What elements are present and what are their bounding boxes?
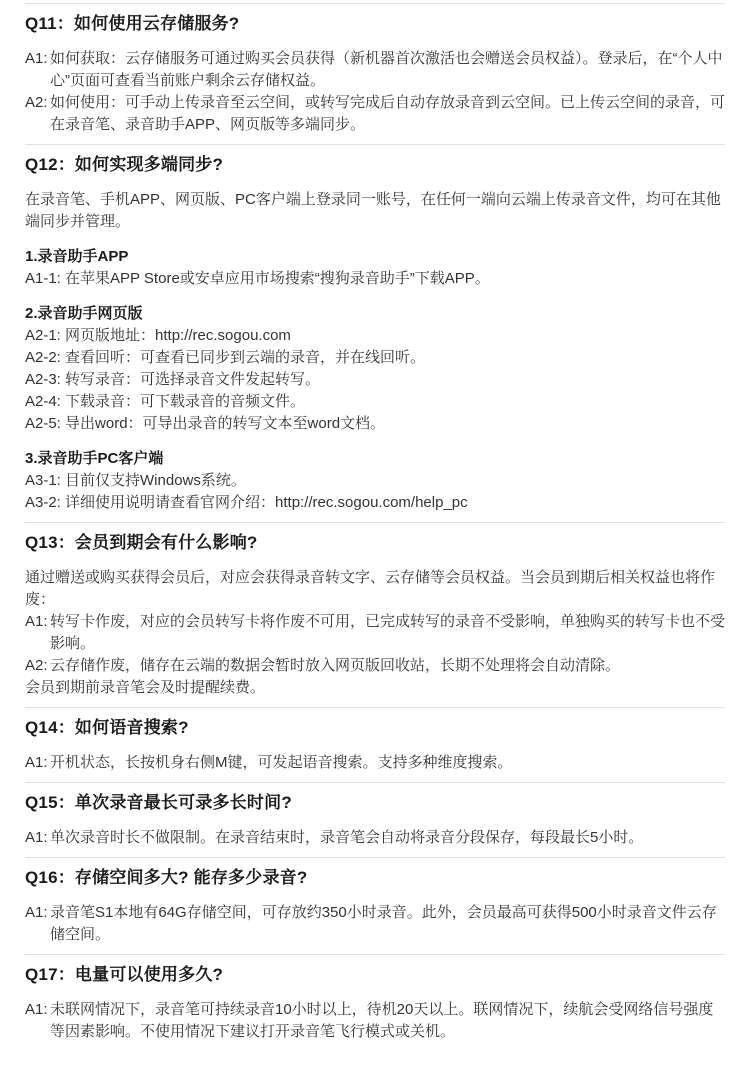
- answer-row: [25, 752, 725, 774]
- answer-text: 录音笔S1本地有64G存储空间，可存放约350小时录音。此外，会员最高可获得500小时录音文件云存储空间。: [50, 904, 717, 943]
- answer-text: 如何获取：云存储服务可通过购买会员获得（新机器首次激活也会赠送会员权益）。登录后，在“个人中心”页面可查看当前账户剩余云存储权益。: [50, 50, 723, 89]
- faq-section-q17: [25, 954, 725, 1051]
- answer-row: [25, 48, 725, 92]
- answer-row: [25, 92, 725, 136]
- subsection-line: A3-2: 详细使用说明请查看官网介绍：http://rec.sogou.com/help_pc: [25, 494, 468, 511]
- answer-text: 转写卡作废，对应的会员转写卡将作废不可用，已完成转写的录音不受影响，单独购买的转写卡也不受影响。: [50, 613, 726, 652]
- intro-paragraph: 通过赠送或购买获得会员后，对应会获得录音转文字、云存储等会员权益。当会员到期后相关权益也将作废：: [25, 569, 716, 608]
- answer-label: A2:: [25, 657, 48, 674]
- faq-section-q16: [25, 857, 725, 954]
- note-line: 会员到期前录音笔会及时提醒续费。: [25, 679, 266, 696]
- answer-label: A2:: [25, 94, 48, 111]
- subsection-line: A2-3: 转写录音：可选择录音文件发起转写。: [25, 371, 321, 388]
- subsection-line: A2-5: 导出word：可导出录音的转写文本至word文档。: [25, 415, 386, 432]
- subsection-title: 3.录音助手PC客户端: [25, 450, 164, 467]
- question-heading: Q13：会员到期会有什么影响?: [25, 533, 258, 552]
- subsection-app: [25, 246, 725, 290]
- answer-label: A1:: [25, 1001, 48, 1018]
- subsection-pc: [25, 448, 725, 514]
- answer-text: 云存储作废，储存在云端的数据会暂时放入网页版回收站，长期不处理将会自动清除。: [50, 657, 621, 674]
- subsection-line: A2-4: 下载录音：可下载录音的音频文件。: [25, 393, 306, 410]
- answer-row: [25, 827, 725, 849]
- question-heading: Q11：如何使用云存储服务?: [25, 14, 240, 33]
- question-heading: Q12：如何实现多端同步?: [25, 155, 224, 174]
- faq-section-q15: [25, 782, 725, 857]
- answer-row: [25, 902, 725, 946]
- question-heading: Q17：电量可以使用多久?: [25, 965, 224, 984]
- subsection-title: 1.录音助手APP: [25, 248, 129, 265]
- answer-text: 开机状态，长按机身右侧M键，可发起语音搜索。支持多种维度搜索。: [50, 754, 513, 771]
- faq-section-q13: [25, 522, 725, 707]
- answer-text: 如何使用：可手动上传录音至云空间，或转写完成后自动存放录音到云空间。已上传云空间的录音，可在录音笔、录音助手APP、网页版等多端同步。: [50, 94, 726, 133]
- question-heading: Q15：单次录音最长可录多长时间?: [25, 793, 292, 812]
- question-heading: Q16：存储空间多大? 能存多少录音?: [25, 868, 308, 887]
- subsection-line: A2-1: 网页版地址：http://rec.sogou.com: [25, 327, 291, 344]
- subsection-line: A1-1: 在苹果APP Store或安卓应用市场搜索“搜狗录音助手”下载APP。: [25, 270, 490, 287]
- answer-label: A1:: [25, 50, 48, 67]
- answer-label: A1:: [25, 754, 48, 771]
- subsection-line: A2-2: 查看回听：可查看已同步到云端的录音，并在线回听。: [25, 349, 426, 366]
- answer-text: 单次录音时长不做限制。在录音结束时，录音笔会自动将录音分段保存，每段最长5小时。: [50, 829, 644, 846]
- answer-label: A1:: [25, 613, 48, 630]
- answer-label: A1:: [25, 904, 48, 921]
- answer-row: [25, 655, 725, 677]
- subsection-line: A3-1: 目前仅支持Windows系统。: [25, 472, 246, 489]
- faq-section-q11: [25, 3, 725, 144]
- intro-paragraph: 在录音笔、手机APP、网页版、PC客户端上登录同一账号，在任何一端向云端上传录音文件，均可在其他端同步并管理。: [25, 191, 721, 230]
- answer-row: [25, 611, 725, 655]
- question-heading: Q14：如何语音搜索?: [25, 718, 189, 737]
- subsection-title: 2.录音助手网页版: [25, 305, 143, 322]
- faq-section-q14: [25, 707, 725, 782]
- subsection-web: [25, 303, 725, 435]
- answer-text: 未联网情况下，录音笔可持续录音10小时以上，待机20天以上。联网情况下，续航会受网络信号强度等因素影响。不使用情况下建议打开录音笔飞行模式或关机。: [50, 1001, 714, 1040]
- faq-section-q12: [25, 144, 725, 522]
- answer-label: A1:: [25, 829, 48, 846]
- answer-row: [25, 999, 725, 1043]
